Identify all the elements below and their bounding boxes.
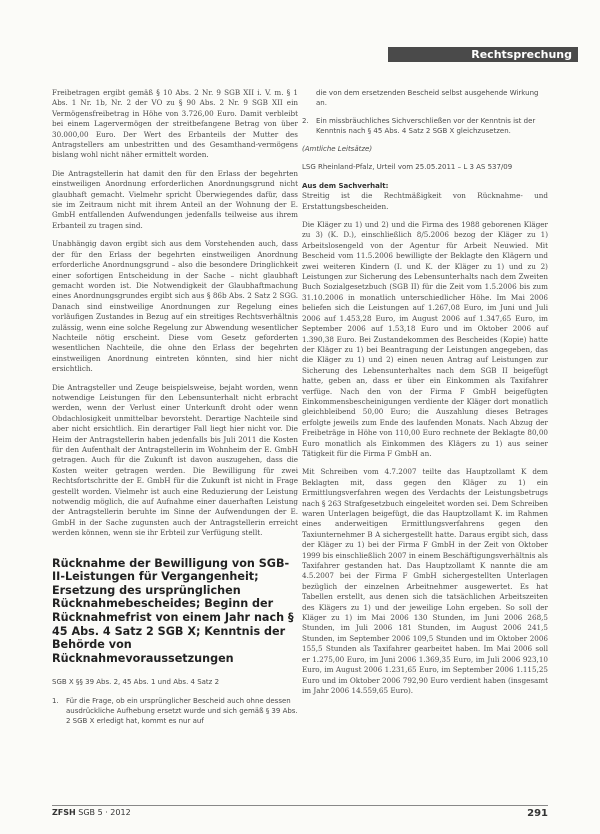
- facts-heading: Aus dem Sachverhalt:: [302, 181, 389, 190]
- paragraph: Streitig ist die Rechtmäßigkeit von Rücknahme- und Erstattungsbescheiden.: [302, 191, 548, 211]
- paragraph: Freibetragen ergibt gemäß § 10 Abs. 2 Nr. 9 SGB XII i. V. m. § 1 Abs. 1 Nr. 1b, Nr. 2 der VO zu § 90 Abs. 2 Nr. 9 SGB XII ein Vermögensfreibetrag in Höhe von 3.726,00 Euro. Damit verbleibt bei einem Lagervermögen der streitbefangene Betrag von über 30.000,00 Euro. Der Wert des Erbanteils der Mutter des Antragstellers am unbestritten und des Gesamthand-vermögens bislang wohl nicht näher ermittelt worden.: [52, 88, 298, 160]
- journal-reference: ZFSH SGB 5 · 2012: [52, 808, 131, 817]
- court-reference: LSG Rheinland-Pfalz, Urteil vom 25.05.2011 – L 3 AS 537/09: [302, 163, 513, 172]
- list-number: 1.: [52, 696, 59, 705]
- paragraph: Mit Schreiben vom 4.7.2007 teilte das Hauptzollamt K dem Beklagten mit, dass gegen den Kläger zu 1) ein Ermittlungsverfahren wegen des Verdachts der Leistungsbetrugs nach § 263 Strafgesetzbuch eingeleitet worden sei. Dem Schreiben waren Unterlagen beigefügt, die das Hauptzollamt K. im Rahmen eines anderweitigen Ermittlungsverfahrens gegen den Taxiunternehmer B A sichergestellt hatte. Daraus ergibt sich, dass der Kläger zu 1) bei der Firma F GmbH in der Zeit von Oktober 1999 bis einschließlich 2007 in einem Beschäftigungsverhältnis als Taxifahrer gestanden hat. Das Hauptzollamt K nannte die am 4.5.2007 bei der Firma F GmbH sichergestellten Unterlagen bezüglich der einzelnen Arbeitnehmer ausgewertet. Es hat Tabellen erstellt, aus denen sich die tatsächlichen Arbeitszeiten des Klägers zu 1) und der jeweilige Lohn ergeben. So soll der Kläger zu 1) im Mai 2006 130 Stunden, im Juni 2006 268,5 Stunden, im Juli 2006 181 Stunden, im August 2006 241,5 Stunden, im September 2006 109,5 Stunden und im Oktober 2006 155,5 Stunden als Taxifahrer gearbeitet haben. Im Mai 2006 soll er 1.275,00 Euro, im Juni 2006 1.369,35 Euro, im Juli 2006 923,10 Euro, im August 2006 1.231,65 Euro, im September 2006 1.115,25 Euro und im Oktober 2006 792,90 Euro verdient haben (insgesamt im Jahr 2006 14.559,65 Euro).: [302, 467, 548, 695]
- paragraph: Unabhängig davon ergibt sich aus dem Vorstehenden auch, dass der für den Erlass der begehrten einstweiligen Anordnung erforderliche Anordnungsgrund – also die besondere Dringlichkeit einer sofortigen Entscheidung in der Sache – nicht glaubhaft gemacht worden ist. Die Notwendigkeit der Glaubhaftmachung eines Anordnungsgrundes ergibt sich aus § 86b Abs. 2 Satz 2 SGG. Danach sind einstweilige Anordnungen zur Regelung eines vorläufigen Zustandes in Bezug auf ein streitiges Rechtsverhältnis zulässig, wenn eine solche Regelung zur Abwendung wesentlicher Nachteile nötig erscheint. Diese vom Gesetz geforderten wesentlichen Nachteile, die ohne den Erlass der begehrten einstweiligen Anordnung eintreten könnten, sind hier nicht ersichtlich.: [52, 239, 298, 374]
- page-header: [0, 0, 600, 62]
- section-rubric: Rechtsprechung: [388, 47, 578, 62]
- norms-line: SGB X §§ 39 Abs. 2, 45 Abs. 1 und Abs. 4 Satz 2: [52, 678, 220, 687]
- decision-heading: Rücknahme der Bewilligung von SGB-II-Leistungen für Vergangenheit; Ersetzung des ursprünglichen Rücknahmebescheides; Beginn der Rücknahmefrist von einem Jahr nach § 45 Abs. 4 Satz 2 SGB X; Kenntnis der Behörde von Rücknahmevoraussetzungen: [52, 556, 294, 665]
- right-column: [302, 88, 548, 704]
- official-note: (Amtliche Leitsätze): [302, 145, 373, 153]
- list-text: die von dem ersetzenden Bescheid selbst ausgehende Wirkung an.: [316, 89, 539, 107]
- left-column: [52, 88, 298, 726]
- page-footer: [52, 805, 548, 822]
- paragraph: Die Antragstellerin hat damit den für den Erlass der begehrten einstweiligen Anordnung erforderlichen Anordnungsgrund nicht glaubhaft gemacht. Vielmehr spricht Überwiegendes dafür, dass sie im Zeitraum nicht mit ihrem Anteil an der Wohnung der E. GmbH entfallenden Aufwendungen jedenfalls teilweise aus ihrem Erbanteil zu tragen sind.: [52, 168, 298, 230]
- paragraph: Die Antragsteller und Zeuge beispielsweise, bejaht worden, wenn notwendige Leistungen für den Lebensunterhalt nicht erbracht werden, wenn der Verlust einer Unterkunft droht oder wenn Obdachlosigkeit unmittelbar bevorsteht. Derartige Nachteile sind aber nicht ersichtlich. Ein derartiger Fall liegt hier nicht vor. Die Heim der Antragstellerin haben jedenfalls bis Juli 2011 die Kosten für den Aufenthalt der Antragstellerin im Wohnheim der E. GmbH getragen. Auch für die Zukunft ist davon auszugehen, dass die Kosten weiter getragen werden. Die Bewilligung für zwei Rechtsfortschritte der E. GmbH für die Zukunft ist nicht in Frage gestellt worden. Vielmehr ist auch eine Reduzierung der Leistung notwendig möglich, die auf Aufnahme einer dauerhaften Leistung der Antragstellerin beruhte im Sinne der Aufwendungen der E. GmbH in der Sache zugunsten auch der Antragstellerin erreicht werden können, wenn sie ihr Erbteil zur Verfügung stellt.: [52, 382, 298, 538]
- list-text: Ein missbräuchliches Sichverschließen vor der Kenntnis ist der Kenntnis nach § 45 Abs. 4 Satz 2 SGB X gleichzusetzen.: [316, 117, 536, 135]
- list-text: Für die Frage, ob ein ursprünglicher Bescheid auch ohne dessen ausdrückliche Aufhebung ersetzt wurde und sich gemäß § 39 Abs. 2 SGB X erledigt hat, kommt es nur auf: [66, 696, 298, 725]
- list-number: 2.: [302, 117, 309, 125]
- list-item: [302, 116, 548, 136]
- page-number: 291: [527, 808, 548, 819]
- paragraph: Die Kläger zu 1) und 2) und die Firma des 1988 geborenen Kläger zu 3) (K. D.), einschließlich 8/5.2006 bezog der Kläger zu 1) Arbeitslosengeld von der Agentur für Arbeit Neuwied. Mit Bescheid vom 11.5.2006 bewilligte der Beklagte den Klägern und zwei weiteren Kindern (I. und K. der Kläger zu 1) und zu 2) Leistungen zur Sicherung des Lebensunterhalts nach dem Zweiten Buch Sozialgesetzbuch (SGB II) für die Zeit vom 1.5.2006 bis zum 31.10.2006 in monatlich unterschiedlicher Höhe. Im Mai 2006 beliefen sich die Leistungen auf 1.267,08 Euro, im Juni und Juli 2006 auf 1.453,28 Euro, im August 2006 auf 1.347,65 Euro, im September 2006 auf 1.53,18 Euro und im Oktober 2006 auf 1.390,38 Euro. Bei Zustandekommen des Bescheides (Kopie) hatte der Kläger zu 1) bei Beantragung der Leistungen angegeben, das die Kläger zu 1) und 2) einen neuen Antrag auf Leistungen zur Sicherung des Lebensunterhaltes nach dem SGB II beigefügt hatte, geben an, dass er über ein Einkommen als Taxifahrer verfüge. Nach den von der Firma F GmbH beigefügten Einkommensbescheinigungen verdiente der Kläger dort monatlich gleichbleibend 50,00 Euro; die Auszahlung dieses Betrages erfolgte jeweils zum Ende des laufenden Monats. Nach Abzug der Freibeträge in Höhe von 110,00 Euro rechnete der Beklagte 80,00 Euro monatlich als Einkommen des Klägers zu 1) aus seiner Tätigkeit für die Firma F GmbH an.: [302, 220, 548, 458]
- list-item: [52, 696, 298, 726]
- list-continuation: [302, 88, 548, 108]
